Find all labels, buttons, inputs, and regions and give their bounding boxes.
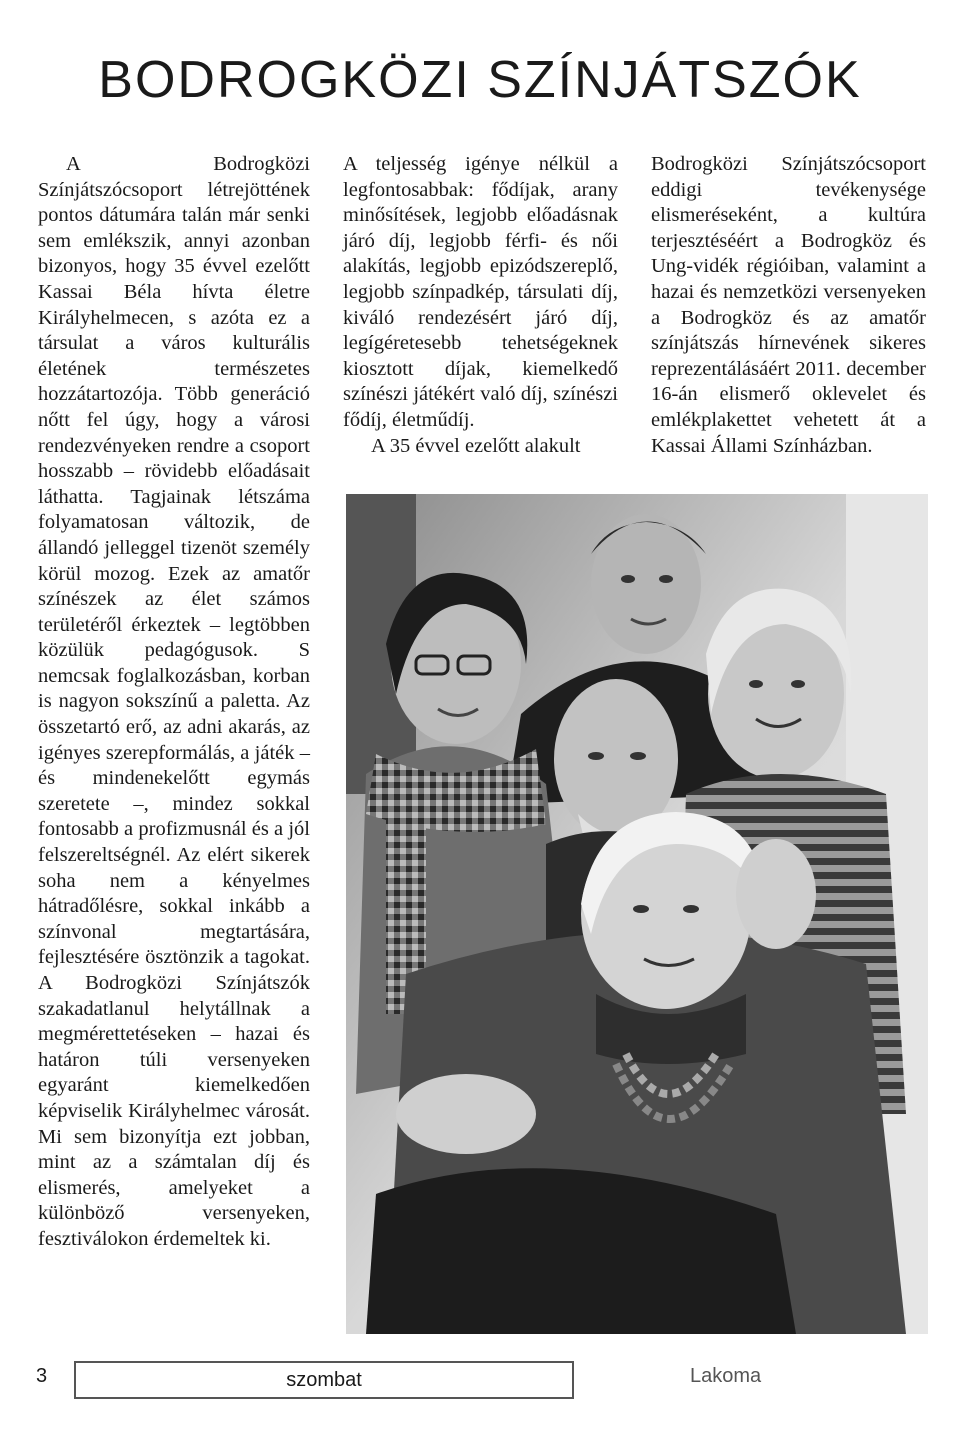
group-photo-illustration <box>346 494 928 1334</box>
page-number: 3 <box>36 1365 48 1387</box>
group-photo <box>346 494 928 1334</box>
magazine-name: Lakoma <box>690 1365 762 1387</box>
article-column-3 <box>651 152 926 459</box>
article-column-2 <box>343 152 618 459</box>
column-1-paragraph: A Bodrogközi Színjátszócsoport létrejöttének pontos dátumára talán már senki sem emlékszik, annyi azonban bizonyos, hogy 35 évvel ezelőtt Kassai Béla hívta életre Királyhelmecen, s azóta ez a társulat a város kulturális életének természetes hozzátartozója. Több generáció nőtt fel úgy, hogy a városi rendezvényeken rendre a csoport hosszabb – rövidebb előadásait láthatta. Tagjainak létszáma folyamatosan változik, de állandó jelleggel tizenöt személy körül mozog. Ezek az amatőr színészek az élet számos területéről érkeztek – legtöbben közülük pedagógusok. S nemcsak foglalkozásban, korban is nagyon sokszínű a paletta. Az összetartó erő, az adni akarás, az igényes szerepformálás, a játék – és mindenekelőtt egymás szeretete –, mindez sokkal fontosabb a profizmusnál és a jól felszereltségnél. Az elért sikerek soha nem a kényelmes hátradőlésre, sokkal inkább a színvonal megtartására, fejlesztésére ösztönzik a tagokat. A Bodrogközi Színjátszók szakadatlanul helytállnak a megmérettetéseken – hazai és határon túli versenyeken egyaránt kiemelkedően képviselik Királyhelmec városát. Mi sem bizonyítja ezt jobban, mint az a számtalan díj és elismerés, amelyeket a különböző versenyeken, fesztiválokon érdemeltek ki. <box>38 153 310 1250</box>
column-2-paragraph-2: A 35 évvel ezelőtt alakult <box>371 434 581 457</box>
article-title: BODROGKÖZI SZÍNJÁTSZÓK <box>98 51 862 109</box>
footer-section-label: szombat <box>74 1361 574 1399</box>
article-column-1 <box>38 152 310 1253</box>
column-2-paragraph-1: A teljesség igénye nélkül a legfontosabbak: fődíjak, arany minősítések, legjobb előadásnak járó díj, legjobb férfi- és női alakítás, legjobb epizódszereplő, legjobb színpadkép, társulati díj, kiváló rendezésért járó díj, legígéretesebb tehetségeknek kiosztott díjak, kiemelkedő színészi játékért való díj, színészi fődíj, életműdíj. <box>343 153 618 431</box>
column-3-paragraph: Bodrogközi Színjátszócsoport eddigi tevékenysége elismeréseként, a kultúra terjesztéséért a Bodrogköz és Ung-vidék régióiban, valamint a hazai és nemzetközi versenyeken a Bodrogköz és az amatőr színjátszás hírnevének sikeres reprezentálásáért 2011. december 16-án elismerő oklevelet és emlékplakettet vehetett át a Kassai Állami Színházban. <box>651 153 926 457</box>
